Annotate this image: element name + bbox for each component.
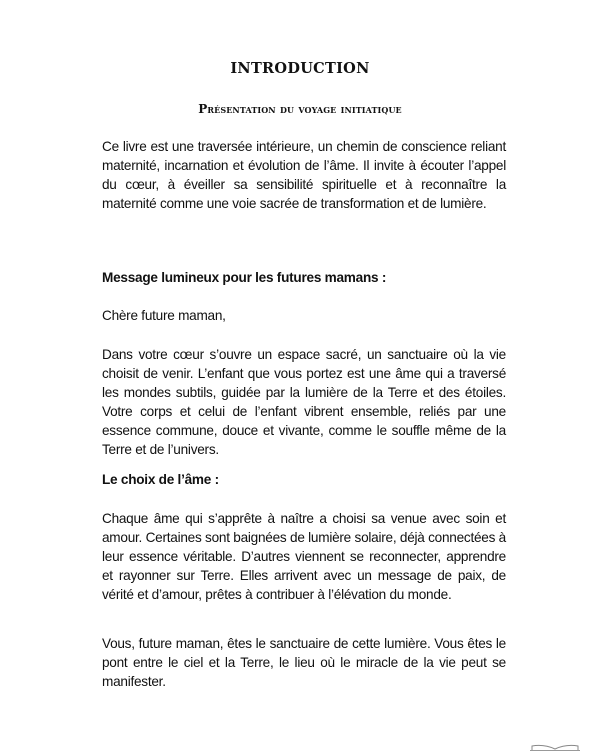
choice-paragraph-2: Vous, future maman, êtes le sanctuaire de cette lumière. Vous êtes le pont entre le ciel et la Terre, le lieu où le miracle de la vie peut se manifester. (102, 636, 506, 690)
open-book-icon (530, 744, 580, 754)
section-heading-message: Message lumineux pour les futures mamans : (102, 270, 387, 285)
page-title: INTRODUCTION (230, 60, 370, 77)
choice-paragraph-1: Chaque âme qui s’apprête à naître a choisi sa venue avec soin et amour. Certaines sont baignées de lumière solaire, déjà connectées à leur essence véritable. D’autres viennent se reconnecter, apprendre et rayonner sur Terre. Elles arrivent avec un message de paix, de vérité et d’amour, prêtes à contribuer à l’élévation du monde. (102, 511, 506, 603)
section-heading-choice: Le choix de l’âme : (102, 472, 219, 487)
intro-paragraph: Ce livre est une traversée intérieure, un chemin de conscience reliant maternité, incarnation et évolution de l’âme. Il invite à écouter l’appel du cœur, à éveiller sa sensibilité spirituelle et à reconnaître la maternité comme une voie sacrée de transformation et de lumière. (102, 139, 506, 212)
message-paragraph: Dans votre cœur s’ouvre un espace sacré, un sanctuaire où la vie choisit de venir. L’enfant que vous portez est une âme qui a traversé les mondes subtils, guidée par la lumière de la Terre et des étoiles. Votre corps et celui de l’enfant vibrent ensemble, reliés par une essence commune, douce et vivante, comme le souffle même de la Terre et de l’univers. (102, 347, 506, 458)
page-subtitle: Présentation du voyage initiatique (198, 102, 402, 116)
salutation: Chère future maman, (102, 308, 226, 323)
